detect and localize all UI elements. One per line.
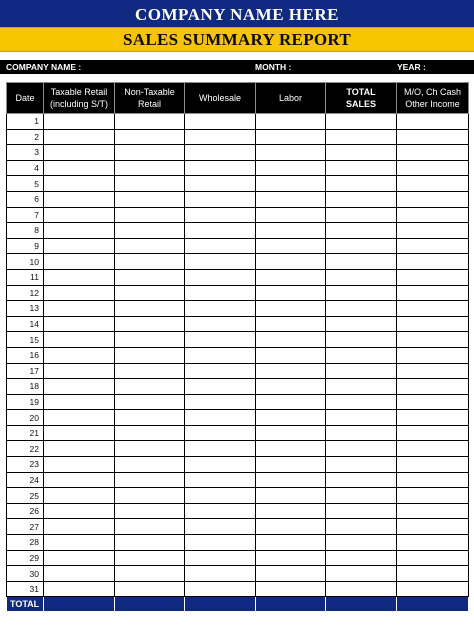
total-sales-cell[interactable] xyxy=(326,457,397,473)
labor-cell[interactable] xyxy=(256,503,326,519)
wholesale-cell[interactable] xyxy=(185,347,256,363)
column-header-total-sales xyxy=(326,83,397,114)
total-sales-cell[interactable] xyxy=(326,425,397,441)
total-row xyxy=(7,597,469,612)
report-title-band xyxy=(0,27,474,52)
date-cell: 8 xyxy=(7,223,44,239)
date-cell: 10 xyxy=(7,254,44,270)
total-non-taxable-retail-cell[interactable] xyxy=(115,597,185,612)
column-header-line1: TOTAL xyxy=(346,87,376,97)
total-sales-cell[interactable] xyxy=(326,145,397,161)
total-sales-cell[interactable] xyxy=(326,566,397,582)
taxable-retail-cell[interactable] xyxy=(44,316,115,332)
table-row xyxy=(7,301,469,317)
column-header-wholesale xyxy=(185,83,256,114)
taxable-retail-cell[interactable] xyxy=(44,457,115,473)
other-income-cell[interactable] xyxy=(397,379,469,395)
wholesale-cell[interactable] xyxy=(185,223,256,239)
total-label: TOTAL xyxy=(7,597,44,612)
table-row xyxy=(7,114,469,130)
other-income-cell[interactable] xyxy=(397,488,469,504)
date-cell: 25 xyxy=(7,488,44,504)
labor-cell[interactable] xyxy=(256,269,326,285)
taxable-retail-cell[interactable] xyxy=(44,503,115,519)
wholesale-cell[interactable] xyxy=(185,581,256,597)
table-row xyxy=(7,519,469,535)
labor-cell[interactable] xyxy=(256,223,326,239)
other-income-cell[interactable] xyxy=(397,519,469,535)
total-sales-cell[interactable] xyxy=(326,441,397,457)
taxable-retail-cell[interactable] xyxy=(44,379,115,395)
total-taxable-retail-cell[interactable] xyxy=(44,597,115,612)
date-cell: 16 xyxy=(7,347,44,363)
total-sales-cell[interactable] xyxy=(326,269,397,285)
taxable-retail-cell[interactable] xyxy=(44,301,115,317)
wholesale-cell[interactable] xyxy=(185,269,256,285)
labor-cell[interactable] xyxy=(256,207,326,223)
non-taxable-retail-cell[interactable] xyxy=(115,160,185,176)
non-taxable-retail-cell[interactable] xyxy=(115,519,185,535)
labor-cell[interactable] xyxy=(256,535,326,551)
date-cell: 18 xyxy=(7,379,44,395)
other-income-cell[interactable] xyxy=(397,550,469,566)
date-cell: 13 xyxy=(7,301,44,317)
other-income-cell[interactable] xyxy=(397,410,469,426)
date-cell: 14 xyxy=(7,316,44,332)
non-taxable-retail-cell[interactable] xyxy=(115,581,185,597)
wholesale-cell[interactable] xyxy=(185,160,256,176)
total-sales-cell[interactable] xyxy=(326,488,397,504)
non-taxable-retail-cell[interactable] xyxy=(115,488,185,504)
wholesale-cell[interactable] xyxy=(185,254,256,270)
table-row xyxy=(7,285,469,301)
labor-cell[interactable] xyxy=(256,254,326,270)
taxable-retail-cell[interactable] xyxy=(44,425,115,441)
non-taxable-retail-cell[interactable] xyxy=(115,223,185,239)
labor-cell[interactable] xyxy=(256,488,326,504)
labor-cell[interactable] xyxy=(256,581,326,597)
wholesale-cell[interactable] xyxy=(185,238,256,254)
non-taxable-retail-cell[interactable] xyxy=(115,379,185,395)
column-header-line2: Retail xyxy=(137,99,161,109)
non-taxable-retail-cell[interactable] xyxy=(115,535,185,551)
column-header-date xyxy=(7,83,44,114)
wholesale-cell[interactable] xyxy=(185,410,256,426)
labor-cell[interactable] xyxy=(256,550,326,566)
table-row xyxy=(7,425,469,441)
labor-cell[interactable] xyxy=(256,316,326,332)
labor-cell[interactable] xyxy=(256,129,326,145)
labor-cell[interactable] xyxy=(256,410,326,426)
info-bar xyxy=(0,60,474,74)
table-row xyxy=(7,535,469,551)
taxable-retail-cell[interactable] xyxy=(44,269,115,285)
total-sales-cell[interactable] xyxy=(326,129,397,145)
wholesale-cell[interactable] xyxy=(185,301,256,317)
labor-cell[interactable] xyxy=(256,363,326,379)
taxable-retail-cell[interactable] xyxy=(44,488,115,504)
table-row xyxy=(7,129,469,145)
date-cell: 4 xyxy=(7,160,44,176)
table-row xyxy=(7,441,469,457)
date-cell: 15 xyxy=(7,332,44,348)
taxable-retail-cell[interactable] xyxy=(44,254,115,270)
date-cell: 9 xyxy=(7,238,44,254)
other-income-cell[interactable] xyxy=(397,332,469,348)
table-row xyxy=(7,160,469,176)
taxable-retail-cell[interactable] xyxy=(44,550,115,566)
other-income-cell[interactable] xyxy=(397,285,469,301)
date-cell: 5 xyxy=(7,176,44,192)
total-sales-cell[interactable] xyxy=(326,503,397,519)
wholesale-cell[interactable] xyxy=(185,379,256,395)
other-income-cell[interactable] xyxy=(397,316,469,332)
wholesale-cell[interactable] xyxy=(185,316,256,332)
column-header-line1: Taxable Retail xyxy=(50,87,108,97)
other-income-cell[interactable] xyxy=(397,129,469,145)
wholesale-cell[interactable] xyxy=(185,394,256,410)
non-taxable-retail-cell[interactable] xyxy=(115,269,185,285)
taxable-retail-cell[interactable] xyxy=(44,176,115,192)
other-income-cell[interactable] xyxy=(397,160,469,176)
column-header-line1: Non-Taxable xyxy=(124,87,175,97)
table-row xyxy=(7,550,469,566)
wholesale-cell[interactable] xyxy=(185,285,256,301)
column-header-taxable-retail xyxy=(44,83,115,114)
total-sales-cell[interactable] xyxy=(326,285,397,301)
non-taxable-retail-cell[interactable] xyxy=(115,129,185,145)
taxable-retail-cell[interactable] xyxy=(44,160,115,176)
date-cell: 17 xyxy=(7,363,44,379)
non-taxable-retail-cell[interactable] xyxy=(115,332,185,348)
table-row xyxy=(7,176,469,192)
labor-cell[interactable] xyxy=(256,332,326,348)
wholesale-cell[interactable] xyxy=(185,363,256,379)
column-header-line2: SALES xyxy=(345,99,376,109)
other-income-cell[interactable] xyxy=(397,472,469,488)
other-income-cell[interactable] xyxy=(397,394,469,410)
other-income-cell[interactable] xyxy=(397,145,469,161)
labor-cell[interactable] xyxy=(256,301,326,317)
date-cell: 7 xyxy=(7,207,44,223)
taxable-retail-cell[interactable] xyxy=(44,285,115,301)
total-sales-cell[interactable] xyxy=(326,347,397,363)
column-header-line1: M/O, Ch Cash xyxy=(403,87,461,97)
column-header-line1: Wholesale xyxy=(198,93,242,103)
table-row xyxy=(7,254,469,270)
non-taxable-retail-cell[interactable] xyxy=(115,550,185,566)
table-row xyxy=(7,379,469,395)
table-row xyxy=(7,488,469,504)
total-sales-cell[interactable] xyxy=(326,363,397,379)
column-header-line1: Labor xyxy=(278,93,303,103)
taxable-retail-cell[interactable] xyxy=(44,114,115,130)
date-cell: 19 xyxy=(7,394,44,410)
labor-cell[interactable] xyxy=(256,425,326,441)
taxable-retail-cell[interactable] xyxy=(44,347,115,363)
non-taxable-retail-cell[interactable] xyxy=(115,176,185,192)
non-taxable-retail-cell[interactable] xyxy=(115,238,185,254)
non-taxable-retail-cell[interactable] xyxy=(115,441,185,457)
labor-cell[interactable] xyxy=(256,114,326,130)
column-header-line1: Date xyxy=(15,93,35,103)
wholesale-cell[interactable] xyxy=(185,191,256,207)
total-sales-cell[interactable] xyxy=(326,394,397,410)
other-income-cell[interactable] xyxy=(397,425,469,441)
total-other-income-cell[interactable] xyxy=(397,597,469,612)
other-income-cell[interactable] xyxy=(397,207,469,223)
taxable-retail-cell[interactable] xyxy=(44,535,115,551)
taxable-retail-cell[interactable] xyxy=(44,207,115,223)
total-sales-cell[interactable] xyxy=(326,238,397,254)
other-income-cell[interactable] xyxy=(397,223,469,239)
total-sales-cell[interactable] xyxy=(326,207,397,223)
column-header-other-income xyxy=(397,83,469,114)
table-row xyxy=(7,394,469,410)
wholesale-cell[interactable] xyxy=(185,550,256,566)
total-sales-cell[interactable] xyxy=(326,316,397,332)
wholesale-cell[interactable] xyxy=(185,145,256,161)
date-cell: 21 xyxy=(7,425,44,441)
date-cell: 23 xyxy=(7,457,44,473)
total-sales-cell[interactable] xyxy=(326,332,397,348)
other-income-cell[interactable] xyxy=(397,238,469,254)
labor-cell[interactable] xyxy=(256,347,326,363)
date-cell: 11 xyxy=(7,269,44,285)
date-cell: 29 xyxy=(7,550,44,566)
date-cell: 27 xyxy=(7,519,44,535)
non-taxable-retail-cell[interactable] xyxy=(115,207,185,223)
wholesale-cell[interactable] xyxy=(185,566,256,582)
date-cell: 30 xyxy=(7,566,44,582)
table-row xyxy=(7,207,469,223)
taxable-retail-cell[interactable] xyxy=(44,519,115,535)
table-row xyxy=(7,332,469,348)
total-wholesale-cell[interactable] xyxy=(185,597,256,612)
table-row xyxy=(7,145,469,161)
date-cell: 20 xyxy=(7,410,44,426)
non-taxable-retail-cell[interactable] xyxy=(115,566,185,582)
wholesale-cell[interactable] xyxy=(185,207,256,223)
table-row xyxy=(7,238,469,254)
table-row xyxy=(7,363,469,379)
labor-cell[interactable] xyxy=(256,145,326,161)
table-row xyxy=(7,457,469,473)
date-cell: 26 xyxy=(7,503,44,519)
total-sales-cell[interactable] xyxy=(326,301,397,317)
non-taxable-retail-cell[interactable] xyxy=(115,285,185,301)
company-name-label: COMPANY NAME : xyxy=(6,62,82,72)
wholesale-cell[interactable] xyxy=(185,114,256,130)
table-row xyxy=(7,410,469,426)
non-taxable-retail-cell[interactable] xyxy=(115,316,185,332)
other-income-cell[interactable] xyxy=(397,347,469,363)
total-sales-cell[interactable] xyxy=(326,160,397,176)
labor-cell[interactable] xyxy=(256,160,326,176)
wholesale-cell[interactable] xyxy=(185,535,256,551)
other-income-cell[interactable] xyxy=(397,457,469,473)
non-taxable-retail-cell[interactable] xyxy=(115,114,185,130)
column-header-non-taxable-retail xyxy=(115,83,185,114)
report-title: SALES SUMMARY REPORT xyxy=(122,30,352,49)
total-sales-cell[interactable] xyxy=(326,254,397,270)
total-sales-cell[interactable] xyxy=(326,519,397,535)
wholesale-cell[interactable] xyxy=(185,332,256,348)
wholesale-cell[interactable] xyxy=(185,441,256,457)
taxable-retail-cell[interactable] xyxy=(44,581,115,597)
taxable-retail-cell[interactable] xyxy=(44,332,115,348)
wholesale-cell[interactable] xyxy=(185,457,256,473)
other-income-cell[interactable] xyxy=(397,269,469,285)
wholesale-cell[interactable] xyxy=(185,519,256,535)
taxable-retail-cell[interactable] xyxy=(44,410,115,426)
date-cell: 3 xyxy=(7,145,44,161)
labor-cell[interactable] xyxy=(256,285,326,301)
table-header xyxy=(7,83,469,114)
table-row xyxy=(7,347,469,363)
non-taxable-retail-cell[interactable] xyxy=(115,145,185,161)
labor-cell[interactable] xyxy=(256,238,326,254)
table-row xyxy=(7,503,469,519)
non-taxable-retail-cell[interactable] xyxy=(115,425,185,441)
table-row xyxy=(7,581,469,597)
total-sales-cell[interactable] xyxy=(326,223,397,239)
date-cell: 22 xyxy=(7,441,44,457)
taxable-retail-cell[interactable] xyxy=(44,472,115,488)
taxable-retail-cell[interactable] xyxy=(44,441,115,457)
table-row xyxy=(7,566,469,582)
date-cell: 24 xyxy=(7,472,44,488)
column-header-line2: Other Income xyxy=(405,99,460,109)
column-header-labor xyxy=(256,83,326,114)
table-row xyxy=(7,191,469,207)
non-taxable-retail-cell[interactable] xyxy=(115,394,185,410)
taxable-retail-cell[interactable] xyxy=(44,238,115,254)
company-name-band xyxy=(0,0,474,30)
total-sales-cell[interactable] xyxy=(326,114,397,130)
non-taxable-retail-cell[interactable] xyxy=(115,363,185,379)
date-cell: 12 xyxy=(7,285,44,301)
date-cell: 2 xyxy=(7,129,44,145)
non-taxable-retail-cell[interactable] xyxy=(115,503,185,519)
header-row xyxy=(7,83,469,114)
table-row xyxy=(7,472,469,488)
taxable-retail-cell[interactable] xyxy=(44,191,115,207)
wholesale-cell[interactable] xyxy=(185,503,256,519)
non-taxable-retail-cell[interactable] xyxy=(115,472,185,488)
other-income-cell[interactable] xyxy=(397,535,469,551)
total-sales-cell[interactable] xyxy=(326,472,397,488)
total-sales-cell[interactable] xyxy=(326,535,397,551)
month-label: MONTH : xyxy=(255,62,292,72)
other-income-cell[interactable] xyxy=(397,566,469,582)
other-income-cell[interactable] xyxy=(397,301,469,317)
other-income-cell[interactable] xyxy=(397,503,469,519)
taxable-retail-cell[interactable] xyxy=(44,145,115,161)
taxable-retail-cell[interactable] xyxy=(44,223,115,239)
date-cell: 1 xyxy=(7,114,44,130)
total-sales-cell[interactable] xyxy=(326,176,397,192)
labor-cell[interactable] xyxy=(256,394,326,410)
table-row xyxy=(7,269,469,285)
table-row xyxy=(7,316,469,332)
labor-cell[interactable] xyxy=(256,566,326,582)
wholesale-cell[interactable] xyxy=(185,472,256,488)
wholesale-cell[interactable] xyxy=(185,488,256,504)
total-total-sales-cell[interactable] xyxy=(326,597,397,612)
wholesale-cell[interactable] xyxy=(185,425,256,441)
year-label: YEAR : xyxy=(397,62,426,72)
non-taxable-retail-cell[interactable] xyxy=(115,457,185,473)
sales-summary-table xyxy=(6,82,469,612)
table-body xyxy=(7,114,469,597)
labor-cell[interactable] xyxy=(256,176,326,192)
table-row xyxy=(7,223,469,239)
other-income-cell[interactable] xyxy=(397,581,469,597)
non-taxable-retail-cell[interactable] xyxy=(115,254,185,270)
wholesale-cell[interactable] xyxy=(185,176,256,192)
total-sales-cell[interactable] xyxy=(326,550,397,566)
taxable-retail-cell[interactable] xyxy=(44,566,115,582)
total-sales-cell[interactable] xyxy=(326,410,397,426)
non-taxable-retail-cell[interactable] xyxy=(115,410,185,426)
labor-cell[interactable] xyxy=(256,519,326,535)
labor-cell[interactable] xyxy=(256,379,326,395)
company-name: COMPANY NAME HERE xyxy=(135,5,339,24)
date-cell: 31 xyxy=(7,581,44,597)
labor-cell[interactable] xyxy=(256,457,326,473)
total-sales-cell[interactable] xyxy=(326,191,397,207)
taxable-retail-cell[interactable] xyxy=(44,394,115,410)
other-income-cell[interactable] xyxy=(397,114,469,130)
other-income-cell[interactable] xyxy=(397,191,469,207)
other-income-cell[interactable] xyxy=(397,441,469,457)
labor-cell[interactable] xyxy=(256,191,326,207)
wholesale-cell[interactable] xyxy=(185,129,256,145)
other-income-cell[interactable] xyxy=(397,254,469,270)
labor-cell[interactable] xyxy=(256,472,326,488)
taxable-retail-cell[interactable] xyxy=(44,129,115,145)
labor-cell[interactable] xyxy=(256,441,326,457)
sales-summary-table-container xyxy=(6,82,468,614)
table-footer xyxy=(7,597,469,612)
total-sales-cell[interactable] xyxy=(326,581,397,597)
non-taxable-retail-cell[interactable] xyxy=(115,301,185,317)
column-header-line2: (including S/T) xyxy=(49,99,109,109)
other-income-cell[interactable] xyxy=(397,363,469,379)
total-sales-cell[interactable] xyxy=(326,379,397,395)
date-cell: 28 xyxy=(7,535,44,551)
non-taxable-retail-cell[interactable] xyxy=(115,347,185,363)
total-labor-cell[interactable] xyxy=(256,597,326,612)
taxable-retail-cell[interactable] xyxy=(44,363,115,379)
non-taxable-retail-cell[interactable] xyxy=(115,191,185,207)
date-cell: 6 xyxy=(7,191,44,207)
other-income-cell[interactable] xyxy=(397,176,469,192)
